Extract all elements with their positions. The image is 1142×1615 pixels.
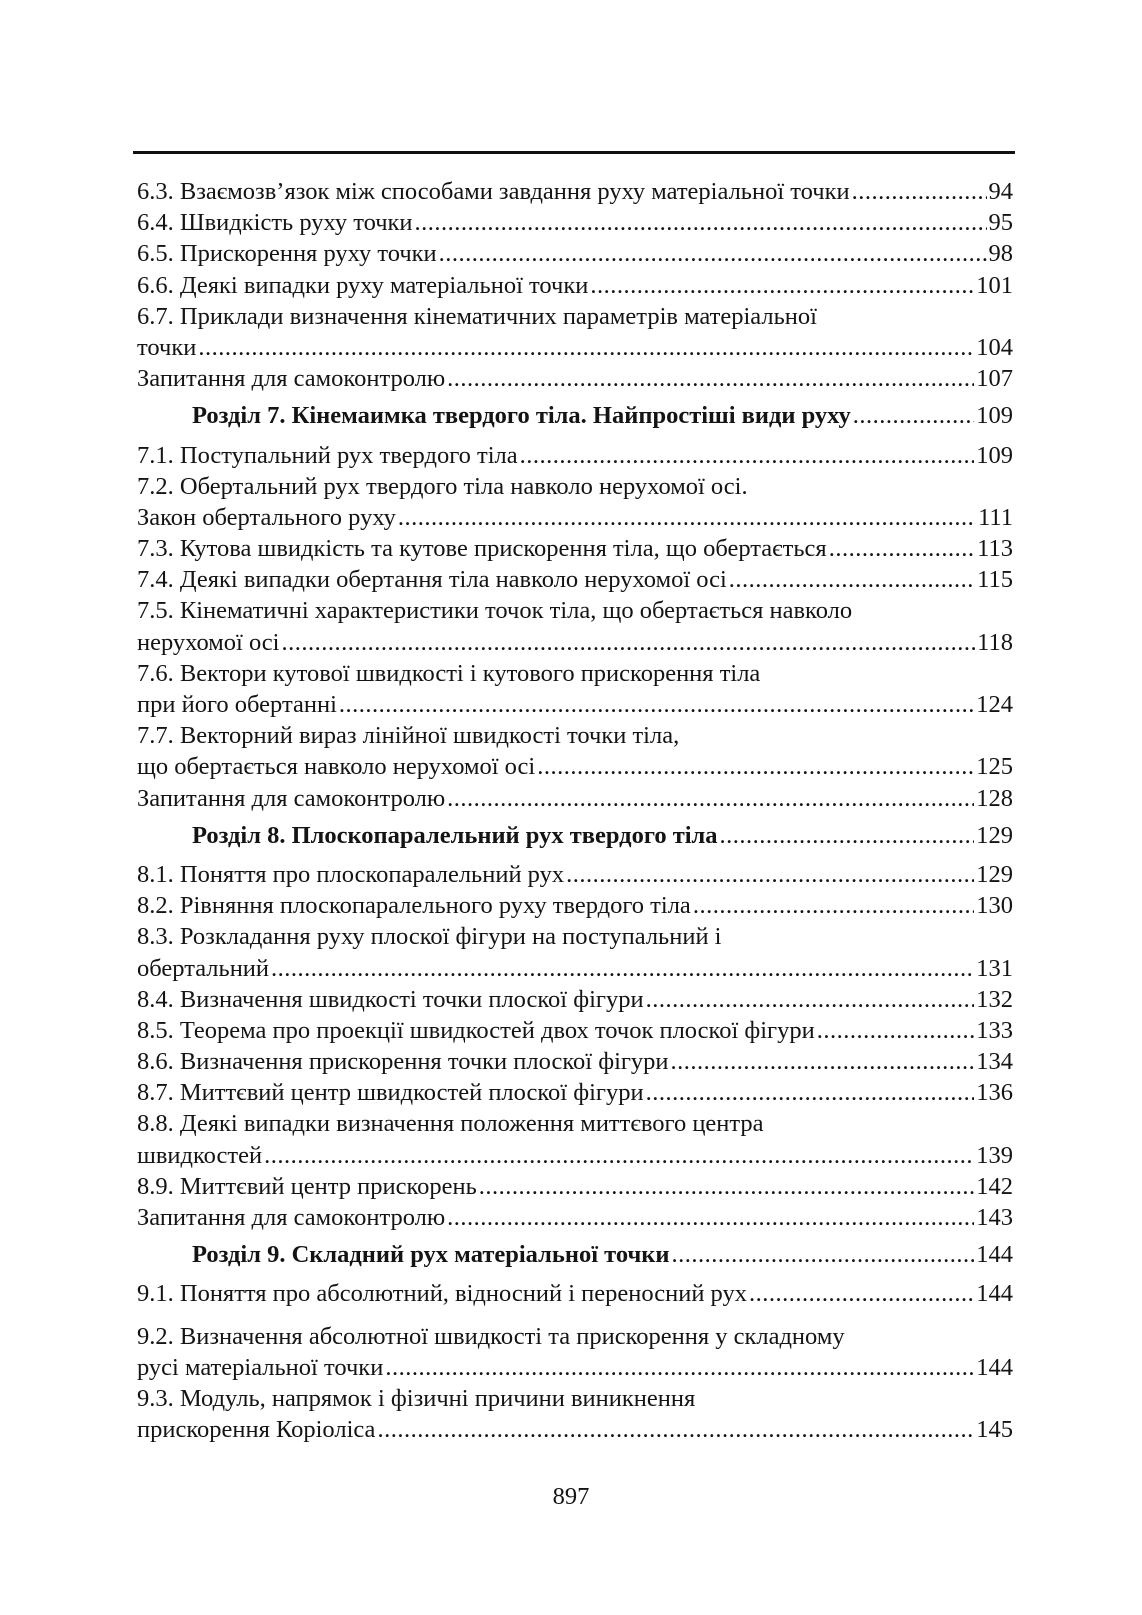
toc-entry-line: [137, 471, 1013, 502]
entry-page-number: 144: [976, 1280, 1013, 1308]
entry-title: точки: [137, 333, 197, 361]
entry-title: 8.3. Розкладання руху плоскої фігури на поступальний і: [137, 923, 722, 951]
toc-entry-line: [137, 627, 1013, 658]
toc-entry-line: [137, 890, 1013, 921]
toc-entry-line: [137, 502, 1013, 533]
entry-page-number: 139: [976, 1141, 1013, 1169]
toc-entry-line: [137, 207, 1013, 238]
toc-entry-line: [137, 1015, 1013, 1046]
toc-entry-line: [137, 533, 1013, 564]
entry-page-number: 129: [976, 821, 1013, 849]
entry-title: 9.1. Поняття про абсолютний, відносний і переносний рух: [137, 1280, 747, 1308]
toc-chapter-heading: [137, 400, 1013, 431]
entry-page-number: 115: [977, 566, 1013, 594]
entry-page-number: 113: [977, 535, 1013, 563]
entry-page-number: 109: [976, 402, 1013, 430]
entry-title: Запитання для самоконтролю: [137, 365, 446, 393]
entry-title: 7.4. Деякі випадки обертання тіла навколо нерухомої осі: [137, 566, 727, 594]
dot-leader: [729, 564, 975, 595]
dot-leader: [671, 1046, 975, 1077]
entry-page-number: 124: [976, 691, 1013, 718]
toc-entry-line: [137, 270, 1013, 301]
toc-entry-line: [137, 1414, 1013, 1445]
dot-leader: [646, 984, 975, 1015]
toc-entry-line: [137, 1140, 1013, 1171]
entry-page-number: 95: [988, 209, 1013, 237]
entry-title: Запитання для самоконтролю: [137, 784, 446, 812]
entry-page-number: 107: [976, 365, 1013, 393]
toc-entry-line: [137, 1383, 1013, 1414]
entry-title: 8.8. Деякі випадки визначення положення миттєвого центра: [137, 1110, 764, 1138]
toc-entry-line: [137, 332, 1013, 363]
toc-entry-line: [137, 658, 1013, 689]
entry-page-number: 145: [976, 1416, 1013, 1444]
entry-page-number: 144: [976, 1241, 1013, 1269]
entry-page-number: 142: [976, 1172, 1013, 1200]
entry-page-number: 128: [976, 784, 1013, 812]
entry-page-number: 143: [976, 1204, 1013, 1231]
entry-title: 8.1. Поняття про плоскопаралельний рух: [137, 860, 565, 888]
dot-leader: [447, 1202, 974, 1233]
dot-leader: [385, 1352, 974, 1383]
dot-leader: [271, 953, 974, 984]
toc-chapter-heading: [137, 1239, 1013, 1270]
dot-leader: [852, 176, 987, 207]
toc-entry-line: [137, 564, 1013, 595]
entry-title: Запитання для самоконтролю: [137, 1204, 446, 1231]
dot-leader: [817, 1015, 975, 1046]
toc-entry-line: [137, 859, 1013, 890]
chapter-title: Розділ 7. Кінемаимка твердого тіла. Найпростіші види руху: [192, 402, 851, 430]
entry-title: 6.4. Швидкість руху точки: [137, 209, 413, 237]
entry-title: що обертається навколо нерухомої осі: [137, 753, 536, 781]
dot-leader: [339, 689, 974, 720]
entry-title: обертальний: [137, 954, 270, 982]
page-number: 897: [552, 1483, 590, 1510]
dot-leader: [377, 1414, 974, 1445]
toc-entry-line: [137, 953, 1013, 984]
entry-title: нерухомої осі: [137, 628, 280, 656]
entry-title: 7.2. Обертальний рух твердого тіла навколо нерухомої осі.: [137, 472, 748, 500]
toc-entry-line: [137, 176, 1013, 207]
entry-title: Закон обертального руху: [137, 503, 396, 531]
toc-entry-line: [137, 1046, 1013, 1077]
entry-title: при його обертанні: [137, 691, 337, 718]
toc-entry-line: [137, 301, 1013, 332]
entry-title: 7.6. Вектори кутової швидкості і кутового прискорення тіла: [137, 659, 761, 687]
toc-entry-line: [137, 751, 1013, 782]
dot-leader: [646, 1077, 975, 1108]
entry-title: русі матеріальної точки: [137, 1353, 384, 1381]
toc-entry-line: [137, 689, 1013, 720]
entry-title: 6.7. Приклади визначення кінематичних параметрів матеріальної: [137, 302, 817, 330]
dot-leader: [590, 270, 974, 301]
dot-leader: [447, 363, 974, 394]
dot-leader: [853, 400, 975, 431]
entry-title: 7.5. Кінематичні характеристики точок тіла, що обертається навколо: [137, 597, 853, 625]
toc-entry-line: [137, 363, 1013, 394]
header-rule: [133, 151, 1015, 154]
dot-leader: [264, 1140, 974, 1171]
toc-entry-line: [137, 1352, 1013, 1383]
toc-entry-line: [137, 1171, 1013, 1202]
entry-title: швидкостей: [137, 1141, 263, 1169]
entry-title: 9.2. Визначення абсолютної швидкості та прискорення у складному: [137, 1322, 845, 1350]
entry-page-number: 134: [976, 1048, 1013, 1076]
entry-page-number: 132: [976, 985, 1013, 1013]
toc-entry-line: [137, 595, 1013, 626]
toc-entry-line: [137, 984, 1013, 1015]
entry-title: 8.7. Миттєвий центр швидкостей плоскої фігури: [137, 1079, 644, 1107]
toc-entry-line: [137, 783, 1013, 814]
toc-entry-line: [137, 921, 1013, 952]
entry-page-number: 130: [976, 892, 1013, 920]
toc-entry-line: [137, 440, 1013, 471]
entry-title: 6.3. Взаємозв’язок між способами завдання руху матеріальної точки: [137, 178, 850, 205]
dot-leader: [829, 533, 975, 564]
dot-leader: [447, 783, 974, 814]
toc-entry-line: [137, 1108, 1013, 1139]
chapter-title: Розділ 9. Складний рух матеріальної точки: [192, 1241, 670, 1269]
entry-title: 7.1. Поступальний рух твердого тіла: [137, 441, 518, 469]
dot-leader: [749, 1278, 974, 1309]
entry-page-number: 129: [976, 860, 1013, 888]
dot-leader: [398, 502, 976, 533]
entry-title: 6.6. Деякі випадки руху матеріальної точки: [137, 271, 589, 299]
dot-leader: [520, 440, 975, 471]
dot-leader: [537, 751, 974, 782]
entry-title: 8.6. Визначення прискорення точки плоскої фігури: [137, 1048, 669, 1076]
dot-leader: [479, 1171, 974, 1202]
entry-title: 6.5. Прискорення руху точки: [137, 240, 437, 268]
dot-leader: [439, 238, 987, 269]
dot-leader: [720, 820, 975, 851]
toc-entry-line: [137, 720, 1013, 751]
entry-title: 8.9. Миттєвий центр прискорень: [137, 1172, 477, 1200]
entry-title: 8.4. Визначення швидкості точки плоскої фігури: [137, 985, 644, 1013]
entry-title: 9.3. Модуль, напрямок і фізичні причини виникнення: [137, 1384, 696, 1412]
entry-page-number: 118: [977, 628, 1013, 656]
dot-leader: [415, 207, 987, 238]
entry-page-number: 94: [988, 178, 1013, 205]
entry-page-number: 125: [976, 753, 1013, 781]
table-of-contents: [137, 176, 1013, 1445]
toc-entry-line: [137, 238, 1013, 269]
dot-leader: [672, 1239, 975, 1270]
entry-title: 8.5. Теорема про проекції швидкостей двох точок плоскої фігури: [137, 1016, 815, 1044]
toc-entry-line: [137, 1321, 1013, 1352]
toc-entry-line: [137, 1077, 1013, 1108]
entry-page-number: 133: [976, 1016, 1013, 1044]
entry-title: прискорення Коріоліса: [137, 1416, 376, 1444]
chapter-title: Розділ 8. Плоскопаралельний рух твердого тіла: [192, 821, 718, 849]
toc-chapter-heading: [137, 820, 1013, 851]
entry-page-number: 111: [978, 503, 1013, 531]
entry-page-number: 144: [976, 1353, 1013, 1381]
entry-title: 8.2. Рівняння плоскопаралельного руху твердого тіла: [137, 892, 691, 920]
dot-leader: [566, 859, 974, 890]
entry-title: 7.7. Векторний вираз лінійної швидкості точки тіла,: [137, 722, 680, 750]
entry-page-number: 98: [988, 240, 1013, 268]
entry-title: 7.3. Кутова швидкість та кутове прискорення тіла, що обертається: [137, 535, 827, 563]
dot-leader: [693, 890, 974, 921]
entry-page-number: 131: [976, 954, 1013, 982]
toc-entry-line: [137, 1278, 1013, 1309]
entry-page-number: 101: [976, 271, 1013, 299]
entry-page-number: 109: [976, 441, 1013, 469]
toc-entry-line: [137, 1202, 1013, 1233]
dot-leader: [282, 627, 976, 658]
entry-page-number: 136: [976, 1079, 1013, 1107]
dot-leader: [198, 332, 974, 363]
entry-page-number: 104: [976, 333, 1013, 361]
